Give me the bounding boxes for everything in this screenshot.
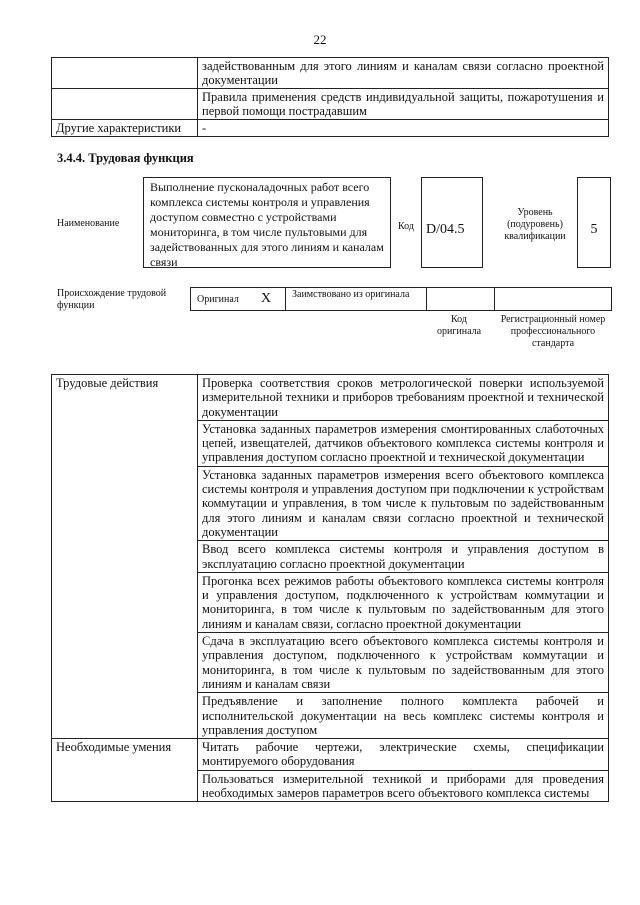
table-row bbox=[52, 375, 609, 421]
table-row bbox=[52, 58, 609, 89]
row-text: Правила применения средств индивидуальной защиты, пожаротушения и первой помощи пострадавшим bbox=[198, 89, 609, 120]
labor-action: Предъявление и заполнение полного комплекта рабочей и исполнительской документации на весь комплекс системы контроля и управления доступом bbox=[198, 693, 609, 739]
skills-label: Необходимые умения bbox=[52, 739, 198, 802]
row-text: - bbox=[198, 120, 609, 137]
borrowed-cell bbox=[285, 287, 427, 311]
original-code-cell bbox=[426, 287, 495, 311]
table-row bbox=[52, 89, 609, 120]
code-label: Код bbox=[398, 221, 414, 232]
reg-number-cell bbox=[494, 287, 612, 311]
table-row bbox=[52, 739, 609, 771]
original-mark: X bbox=[261, 291, 272, 306]
section-title: 3.4.4. Трудовая функция bbox=[57, 151, 194, 165]
labor-action: Ввод всего комплекса системы контроля и управления доступом в эксплуатацию согласно проектной документации bbox=[198, 541, 609, 573]
labor-action: Установка заданных параметров измерения смонтированных слаботочных цепей, извещателей, датчиков объектового комплекса системы контроля и управления доступом согласно проектной и технической документации bbox=[198, 420, 609, 466]
borrowed-label: Заимствовано из оригинала bbox=[292, 289, 410, 300]
skill: Читать рабочие чертежи, электрические схемы, спецификации монтируемого оборудования bbox=[198, 739, 609, 771]
labor-action: Прогонка всех режимов работы объектового комплекса системы контроля и управления доступом, подключенного к устройствам коммутации и мониторинга, в том числе к пультовым по задействованным для этого линиям и каналам связи, согласно проектной документации bbox=[198, 572, 609, 632]
labor-action: Сдача в эксплуатацию всего объектового комплекса системы контроля и управления доступом, подключенного к устройствам коммутации и мониторинга, в том числе к пультовым по задействованным для этого линиям и каналам связи bbox=[198, 633, 609, 693]
code-caption: Код оригинала bbox=[436, 314, 482, 337]
labor-action: Проверка соответствия сроков метрологической поверки используемой измерительной техники и приборов требованиям проектной и технической документации bbox=[198, 375, 609, 421]
row-label: Другие характеристики bbox=[52, 120, 198, 137]
table-row bbox=[52, 120, 609, 137]
origin-label: Происхождение трудовой функции bbox=[57, 288, 167, 311]
original-cell bbox=[190, 287, 286, 311]
code-value: D/04.5 bbox=[421, 177, 483, 268]
main-table bbox=[51, 374, 609, 802]
reg-caption: Регистрационный номер профессионального стандарта bbox=[500, 314, 606, 349]
row-text: задействованным для этого линиям и каналам связи согласно проектной документации bbox=[198, 58, 609, 89]
level-label: Уровень (подуровень) квалификации bbox=[504, 207, 566, 242]
function-name-box: Выполнение пусконаладочных работ всего комплекса системы контроля и управления доступом совместно с устройствами мониторинга, в том числе пультовыми для задействованных для этого линиям и каналам связи bbox=[143, 177, 391, 268]
row-label bbox=[52, 58, 198, 89]
top-table bbox=[51, 57, 609, 137]
page-number: 22 bbox=[313, 32, 327, 47]
labor-actions-label: Трудовые действия bbox=[52, 375, 198, 739]
name-label: Наименование bbox=[57, 218, 120, 229]
labor-action: Установка заданных параметров измерения всего объектового комплекса системы контроля и управления доступом при подключении к устройствам коммутации и управления, в том числе к пультовым по задействованным для этого линиям и каналам связи согласно проектной и технической документации bbox=[198, 466, 609, 540]
level-value: 5 bbox=[577, 177, 611, 268]
skill: Пользоваться измерительной техникой и приборами для проведения необходимых замеров параметров всего объектового комплекса системы bbox=[198, 770, 609, 802]
row-label bbox=[52, 89, 198, 120]
original-label: Оригинал bbox=[197, 294, 239, 305]
